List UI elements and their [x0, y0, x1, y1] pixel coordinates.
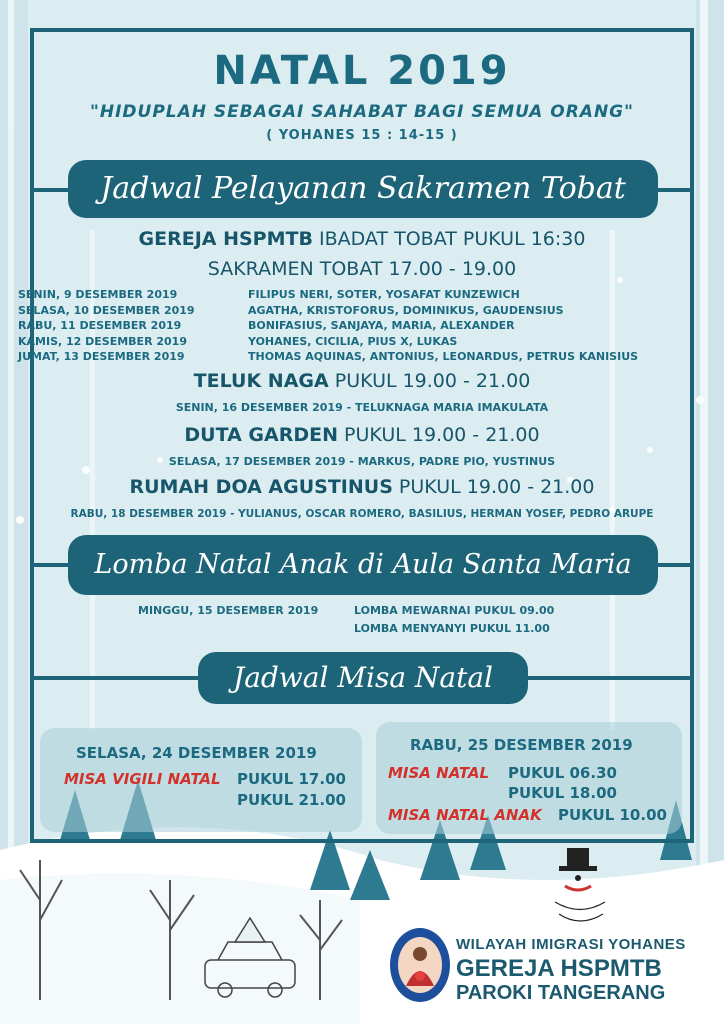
duta-name: DUTA GARDEN	[184, 424, 338, 446]
schedule-wilayah: THOMAS AQUINAS, ANTONIUS, LEONARDUS, PETRUS KANISIUS	[248, 350, 639, 363]
duta-time: PUKUL 19.00 - 21.00	[344, 424, 540, 446]
footer-gereja: GEREJA HSPMTB	[456, 955, 662, 982]
lomba-menyanyi: LOMBA MENYANYI PUKUL 11.00	[354, 622, 550, 635]
verse-reference: ( YOHANES 15 : 14-15 )	[266, 128, 458, 143]
misa-vigili-time-2: PUKUL 21.00	[237, 791, 346, 809]
schedule-date: SENIN, 9 DESEMBER 2019	[18, 288, 178, 301]
theme-subtitle: "HIDUPLAH SEBAGAI SAHABAT BAGI SEMUA ORANG"	[90, 102, 634, 122]
schedule-wilayah: YOHANES, CICILIA, PIUS X, LUKAS	[248, 334, 458, 348]
schedule-wilayah: AGATHA, KRISTOFORUS, DOMINIKUS, GAUDENSIUS	[248, 303, 564, 317]
misa-date-24: SELASA, 24 DESEMBER 2019	[76, 744, 317, 762]
schedule-dates	[18, 287, 195, 365]
schedule-date: SELASA, 10 DESEMBER 2019	[18, 303, 195, 317]
gereja-heading	[0, 228, 724, 250]
lomba-date: MINGGU, 15 DESEMBER 2019	[138, 604, 319, 617]
parish-logo-icon	[388, 926, 452, 1004]
teluk-detail: SENIN, 16 DESEMBER 2019 - TELUKNAGA MARIA IMAKULATA	[175, 401, 549, 414]
lomba-mewarnai: LOMBA MEWARNAI PUKUL 09.00	[354, 604, 555, 617]
teluk-time: PUKUL 19.00 - 21.00	[334, 370, 531, 392]
duta-detail: SELASA, 17 DESEMBER 2019 - MARKUS, PADRE PIO, YUSTINUS	[168, 455, 556, 468]
gereja-name: GEREJA HSPMTB	[138, 228, 313, 250]
snowman-hat-icon	[545, 842, 615, 932]
rumah-name: RUMAH DOA AGUSTINUS	[129, 476, 393, 498]
misa-natal-anak-time: PUKUL 10.00	[558, 806, 667, 824]
schedule-date: JUMAT, 13 DESEMBER 2019	[18, 350, 185, 363]
teluk-heading	[0, 370, 724, 392]
misa-panel-24	[40, 728, 362, 832]
misa-panel-25	[376, 722, 682, 834]
rumah-detail: RABU, 18 DESEMBER 2019 - YULIANUS, OSCAR ROMERO, BASILIUS, HERMAN YOSEF, PEDRO ARUPE	[70, 508, 654, 520]
misa-vigili-label: MISA VIGILI NATAL	[64, 770, 221, 788]
rumah-time: PUKUL 19.00 - 21.00	[398, 476, 595, 498]
footer-paroki: PAROKI TANGERANG	[456, 982, 666, 1004]
teluk-name: TELUK NAGA	[193, 370, 329, 392]
banner-sakramen-tobat: Jadwal Pelayanan Sakramen Tobat	[68, 160, 658, 218]
misa-natal-time-2: PUKUL 18.00	[508, 784, 617, 802]
rumah-heading	[0, 476, 724, 498]
misa-vigili-time-1: PUKUL 17.00	[237, 770, 346, 788]
schedule-date: KAMIS, 12 DESEMBER 2019	[18, 334, 187, 348]
misa-natal-time-1: PUKUL 06.30	[508, 764, 617, 782]
gereja-time: IBADAT TOBAT PUKUL 16:30	[319, 228, 586, 250]
schedule-wilayah: FILIPUS NERI, SOTER, YOSAFAT KUNZEWICH	[248, 288, 520, 301]
page-title: NATAL 2019	[213, 48, 511, 94]
sakramen-time: SAKRAMEN TOBAT 17.00 - 19.00	[207, 258, 517, 280]
schedule-wilayah: BONIFASIUS, SANJAYA, MARIA, ALEXANDER	[248, 319, 515, 332]
banner-misa-natal: Jadwal Misa Natal	[198, 652, 528, 704]
duta-heading	[0, 424, 724, 446]
misa-natal-anak-label: MISA NATAL ANAK	[388, 806, 542, 824]
schedule-date: RABU, 11 DESEMBER 2019	[18, 319, 182, 332]
schedule-names	[248, 287, 638, 365]
misa-natal-label: MISA NATAL	[388, 764, 490, 782]
misa-date-25: RABU, 25 DESEMBER 2019	[410, 736, 633, 754]
footer-wilayah: WILAYAH IMIGRASI YOHANES	[456, 936, 686, 953]
banner-lomba-natal: Lomba Natal Anak di Aula Santa Maria	[68, 535, 658, 595]
